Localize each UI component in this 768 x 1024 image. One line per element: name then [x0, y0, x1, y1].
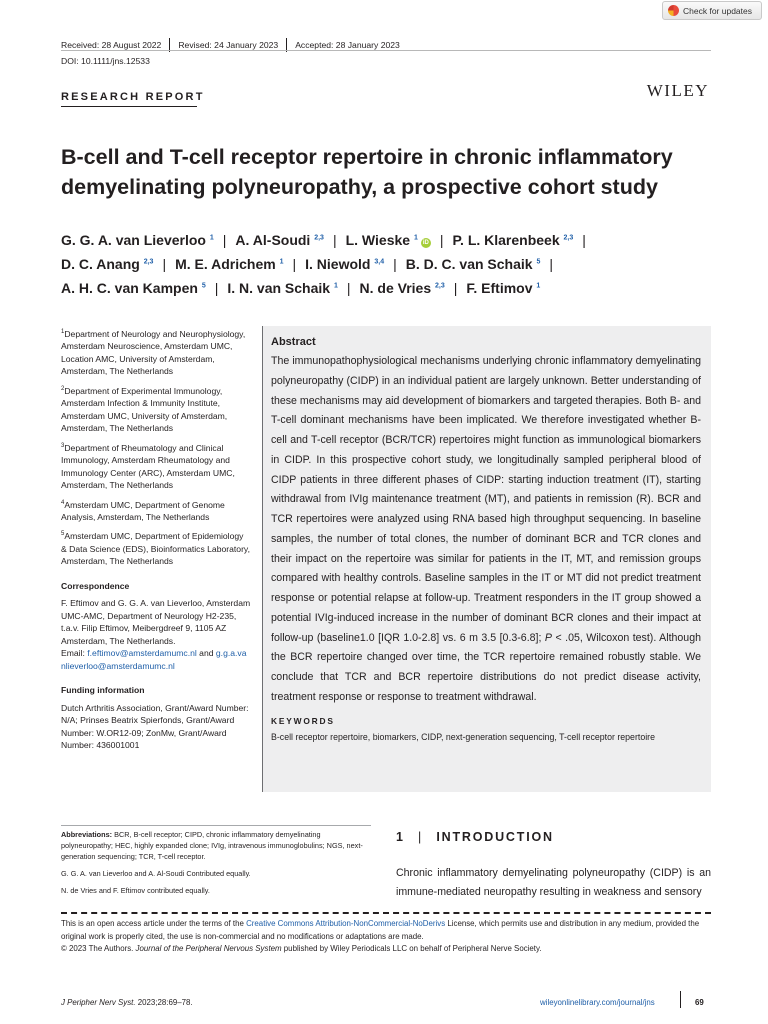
- section-heading-introduction: [396, 830, 554, 844]
- affiliation-number: 2: [61, 385, 65, 392]
- orcid-icon[interactable]: iD: [422, 240, 429, 246]
- check-for-updates-button[interactable]: [662, 1, 762, 20]
- author-separator: |: [439, 232, 444, 248]
- abstract-box: [262, 326, 711, 792]
- author-separator: |: [582, 232, 586, 248]
- author-separator: |: [292, 256, 297, 272]
- article-type-underline: [61, 106, 197, 107]
- abstract-text-1: The immunopathophysiological mechanisms underlying chronic inflammatory demyelinating polyneuropathy (CIDP) in an individual patient are largely unknown. Better understanding of these mechanisms may aid development of biomarkers and targeted therapies. Both B- and T-cell dominant mechanisms have been implicated. We therefore investigated whether B-cell and T-cell receptor (BCR/TCR) repertoires might function as immunological biomarkers in CIDP. In this prospective cohort study, we longitudinally sampled peripheral blood of CIDP patients in three different phases of CIDP: starting induction treatment (IT), starting withdrawal from IVIg maintenance treatment (MT), and patients in remission (R). BCR and TCR repertoires were analyzed using RNA based high throughput sequencing. In baseline samples, the number of total clones, the number of dominant BCR and TCR clones and their impact on the repertoire was similar for patients in the IT, MT, and remission groups compared with healthy controls. Baseline samples in the IT or MT did not predict treatment response or potential relapse at follow-up. Treatment responders in the IT group showed a potential IVIg-induced increase in the number of dominant BCR clones and their impact at follow-up (baseline1.0 [IQR 1.0-2.8] vs. 6 m 3.5 [0.3-6.8];: [271, 355, 701, 644]
- affiliations-column: [61, 326, 251, 752]
- copyright-post: published by Wiley Periodicals LLC on behalf of Peripheral Nerve Society.: [281, 944, 542, 953]
- article-title: B-cell and T-cell receptor repertoire in chronic inflammatory demyelinating polyneuropathy, a prospective cohort study: [61, 145, 673, 199]
- email-link-2[interactable]: g.g.a.vanlieverloo@amsterdamumc.nl: [61, 648, 247, 671]
- p-symbol: P: [544, 631, 552, 644]
- contribution-note-1: G. G. A. van Lieverloo and A. Al-Soudi Contributed equally.: [61, 869, 251, 878]
- author-affiliation-marker: 1: [279, 258, 284, 266]
- author-affiliation-marker: 1: [536, 282, 541, 290]
- author-list: [61, 228, 711, 300]
- received-date: Received: 28 August 2022: [61, 40, 162, 50]
- author-affiliation-marker: 2,3: [143, 258, 154, 266]
- affiliation-number: 3: [61, 442, 65, 449]
- author-name: A. H. C. van Kampen: [61, 280, 198, 296]
- license-pre: This is an open access article under the terms of the: [61, 919, 247, 928]
- email-label: Email:: [61, 648, 85, 659]
- journal-abbrev: J Peripher Nerv Syst.: [61, 998, 136, 1007]
- author-separator: |: [346, 280, 351, 296]
- author-name: A. Al-Soudi: [235, 232, 311, 248]
- page-divider: [680, 991, 681, 1008]
- contribution-note-2: N. de Vries and F. Eftimov contributed equally.: [61, 886, 210, 895]
- author-separator: |: [162, 256, 167, 272]
- keywords: B-cell receptor repertoire, biomarkers, CIDP, next-generation sequencing, T-cell receptor repertoire: [271, 731, 655, 742]
- author-affiliation-marker: 2,3: [563, 234, 574, 242]
- author-name: L. Wieske: [345, 232, 411, 248]
- abstract-body: [271, 352, 701, 708]
- author-affiliation-marker: 3,4: [374, 258, 385, 266]
- author-name: G. G. A. van Lieverloo: [61, 232, 206, 248]
- accepted-date: Accepted: 28 January 2023: [295, 40, 400, 50]
- author-separator: |: [549, 256, 554, 272]
- abstract-text-2: < .05, Wilcoxon test). Although the BCR repertoire changed over time, the TCR repertoire remained robustly stable. We conclude that TCR and BCR repertoire distributions do not predict disease activity, treatment response or response to treatment withdrawal.: [271, 631, 701, 703]
- abstract-heading: Abstract: [271, 336, 316, 348]
- correspondence-address: F. Eftimov and G. G. A. van Lieverloo, Amsterdam UMC-AMC, Department of Neurology H2-235, t.a.v. Filip Eftimov, Meibergdreef 9, 1105 AZ Amsterdam, The Netherlands.: [61, 598, 251, 646]
- email-link-1[interactable]: f.eftimov@amsterdamumc.nl: [87, 648, 197, 659]
- abbreviations-label: Abbreviations:: [61, 830, 113, 839]
- correspondence-text: [61, 597, 251, 672]
- keywords-heading: KEYWORDS: [271, 715, 335, 726]
- section-number: 1: [396, 830, 405, 844]
- section-divider: |: [418, 830, 424, 844]
- author-affiliation-marker: 2,3: [435, 282, 445, 290]
- affiliation-number: 1: [61, 329, 65, 335]
- author-name: F. Eftimov: [466, 280, 533, 296]
- revised-date: Revised: 24 January 2023: [178, 40, 279, 50]
- affiliation-text: Department of Neurology and Neurophysiology, Amsterdam Neuroscience, Amsterdam UMC, Location AMC, University of Amsterdam, Amsterdam, The Netherlands: [61, 328, 246, 377]
- author-name: M. E. Adrichem: [175, 256, 276, 272]
- affiliation-number: 5: [61, 531, 65, 538]
- author-separator: |: [214, 280, 219, 296]
- abbreviations-text: BCR, B-cell receptor; CIPD, chronic inflammatory demyelinating polyneuropathy; HEC, highly expanded clone; IVIg, intravenous immunoglobulins; NGS, next-generation sequencing; TCR, T-cell receptor.: [61, 830, 363, 861]
- doi: DOI: 10.1111/jns.12533: [61, 56, 150, 66]
- author-separator: |: [393, 256, 397, 272]
- journal-site-link[interactable]: wileyonlinelibrary.com/journal/jns: [540, 998, 655, 1007]
- affiliation-text: Department of Experimental Immunology, Amsterdam Infection & Immunity Institute, Amsterdam UMC, University of Amsterdam, Amsterdam, The Netherlands: [61, 385, 228, 434]
- author-separator: |: [332, 232, 337, 248]
- crossmark-icon: [668, 5, 679, 16]
- author-name: B. D. C. van Schaik: [405, 256, 533, 272]
- citation-volume: 2023;28:69–78.: [135, 998, 193, 1007]
- author-name: P. L. Klarenbeek: [452, 232, 560, 248]
- affiliation-text: Department of Rheumatology and Clinical Immunology, Amsterdam Rheumatology and Immunology Center (ARC), Amsterdam UMC, Amsterdam, The Netherlands: [61, 442, 235, 491]
- author-name: D. C. Anang: [61, 256, 140, 272]
- license-dashed-rule: [61, 912, 711, 914]
- author-affiliation-marker: 1: [333, 282, 338, 290]
- affiliation-item: [61, 383, 251, 435]
- affiliation-text: Amsterdam UMC, Department of Genome Analysis, Amsterdam, The Netherlands: [61, 499, 225, 522]
- page-number: 69: [695, 998, 704, 1007]
- affiliation-text: Amsterdam UMC, Department of Epidemiology & Data Science (EDS), Bioinformatics Laboratory, Amsterdam, The Netherlands: [61, 531, 250, 567]
- footnote-rule: [61, 825, 371, 826]
- article-type: RESEARCH REPORT: [61, 91, 205, 103]
- author-separator: |: [222, 232, 227, 248]
- funding-heading: Funding information: [61, 685, 145, 696]
- author-name: N. de Vries: [359, 280, 432, 296]
- author-affiliation-marker: 1: [413, 234, 418, 242]
- affiliation-list: [61, 326, 251, 568]
- affiliation-item: [61, 326, 251, 378]
- funding-text: Dutch Arthritis Association, Grant/Award Number: N/A; Prinses Beatrix Spierfonds, Grant/Award Number: W.OR12-09; ZonMw, Grant/Award Number: 436001001: [61, 702, 249, 751]
- correspondence-heading: Correspondence: [61, 580, 130, 591]
- abbreviations: [61, 829, 373, 862]
- cc-license-link[interactable]: Creative Commons Attribution-NonCommercial-NoDerivs: [246, 919, 446, 928]
- author-separator: |: [453, 280, 458, 296]
- affiliation-number: 4: [61, 499, 65, 506]
- license-post: License, which permits use and distribution in any medium, provided the original work is properly cited, the use is non-commercial and no modifications or adaptations are made.: [61, 919, 700, 941]
- author-affiliation-marker: 2,3: [314, 234, 324, 242]
- license-notice: [61, 918, 711, 956]
- header-rule: [61, 50, 711, 51]
- journal-citation: [61, 998, 193, 1007]
- section-title: INTRODUCTION: [436, 830, 554, 844]
- email-and: and: [199, 648, 214, 659]
- author-affiliation-marker: 5: [201, 282, 206, 290]
- introduction-text: Chronic inflammatory demyelinating polyneuropathy (CIDP) is an immune-mediated neuropathy resulting in weakness and sensory: [396, 867, 711, 898]
- author-affiliation-marker: 1: [209, 234, 214, 242]
- footnotes: [61, 829, 373, 902]
- author-name: I. Niewold: [305, 256, 371, 272]
- affiliation-item: [61, 497, 251, 524]
- affiliation-item: [61, 528, 251, 567]
- author-name: I. N. van Schaik: [227, 280, 331, 296]
- copyright-pre: © 2023 The Authors.: [61, 944, 136, 953]
- affiliation-item: [61, 440, 251, 492]
- publisher-logo: WILEY: [646, 81, 709, 100]
- check-for-updates-label: Check for updates: [683, 5, 752, 16]
- author-affiliation-marker: 5: [536, 258, 541, 266]
- journal-name: Journal of the Peripheral Nervous System: [135, 944, 282, 953]
